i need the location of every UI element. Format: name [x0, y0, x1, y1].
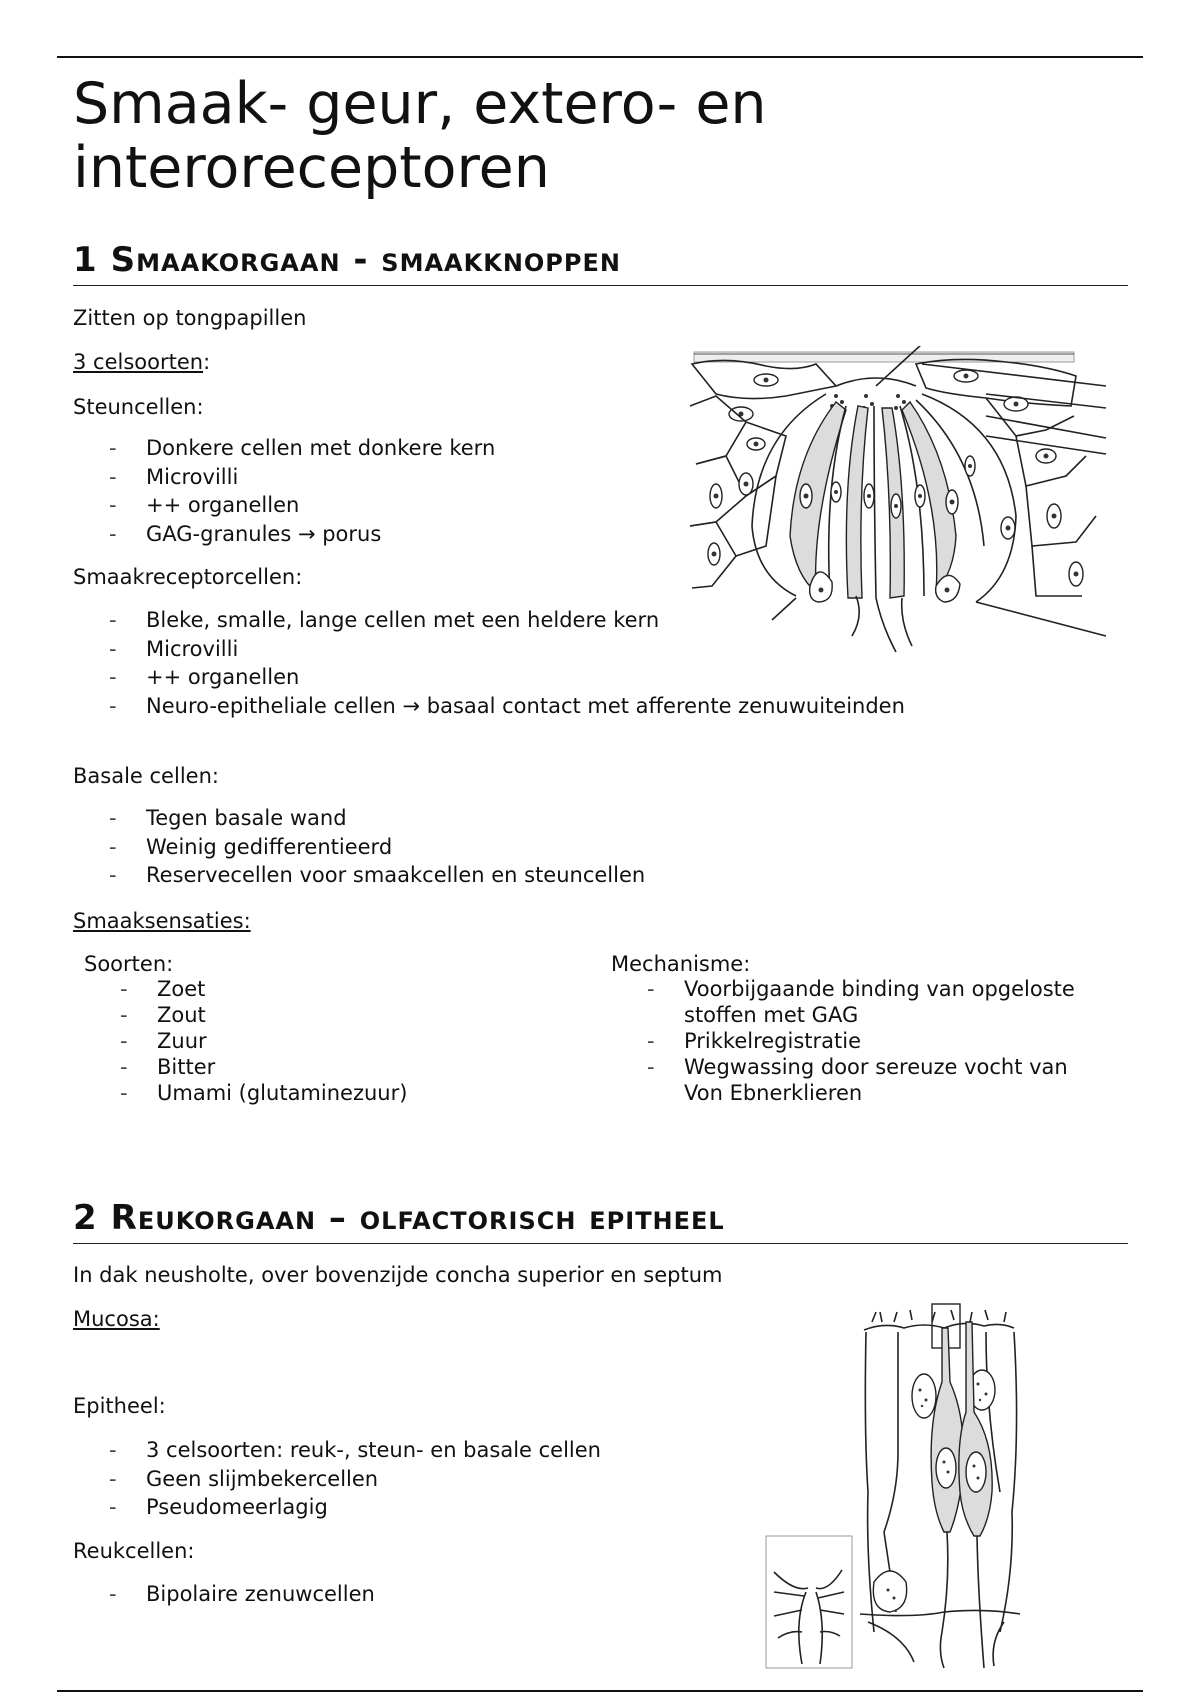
epitheel-label: Epitheel: [73, 1394, 166, 1418]
smaakreceptorcellen-label: Smaakreceptorcellen: [73, 565, 303, 589]
steuncellen-list [109, 434, 495, 548]
list-item: - Wegwassing door sereuze vocht van Von Ebnerklieren [647, 1054, 1107, 1106]
list-item: - ++ organellen [109, 491, 495, 520]
epitheel-list [109, 1436, 601, 1522]
list-item: - Microvilli [109, 463, 495, 492]
section-1-title: Smaakorgaan - smaakknoppen [110, 240, 621, 280]
mucosa-label: Mucosa: [73, 1307, 160, 1331]
reukcellen-label: Reukcellen: [73, 1539, 195, 1563]
section-1-heading [73, 240, 621, 280]
list-item: - ++ organellen [109, 663, 989, 692]
section-1-number: 1 [73, 240, 97, 280]
section-2-intro: In dak neusholte, over bovenzijde concha superior en septum [73, 1263, 723, 1287]
list-item: - Bitter [120, 1054, 407, 1080]
list-item: - Microvilli [109, 635, 989, 664]
mechanisme-label: Mechanisme: [611, 952, 751, 976]
steuncellen-label: Steuncellen: [73, 395, 204, 419]
soorten-list [120, 976, 407, 1106]
list-item: - Donkere cellen met donkere kern [109, 434, 495, 463]
list-item: - Voorbijgaande binding van opgeloste stoffen met GAG [647, 976, 1107, 1028]
list-item: - 3 celsoorten: reuk-, steun- en basale cellen [109, 1436, 601, 1465]
basale-cellen-label: Basale cellen: [73, 764, 219, 788]
list-item: - Reservecellen voor smaakcellen en steuncellen [109, 861, 645, 890]
reukcellen-list [109, 1580, 375, 1609]
section-1-underline [73, 285, 1128, 286]
list-item: - Zout [120, 1002, 407, 1028]
section-2-number: 2 [73, 1198, 97, 1238]
smaaksensaties-label: Smaaksensaties: [73, 909, 251, 933]
list-item: - Zuur [120, 1028, 407, 1054]
list-item: - Weinig gedifferentieerd [109, 833, 645, 862]
celsoorten-label-text: 3 celsoorten [73, 350, 204, 374]
section-2-underline [73, 1243, 1128, 1244]
mechanisme-list [647, 976, 1107, 1106]
celsoorten-label: 3 celsoorten: [73, 350, 211, 374]
taste-bud-illustration [686, 346, 1110, 656]
list-item: - Bipolaire zenuwcellen [109, 1580, 375, 1609]
list-item: - Zoet [120, 976, 407, 1002]
list-item: - GAG-granules → porus [109, 520, 495, 549]
section-1-intro: Zitten op tongpapillen [73, 306, 307, 330]
bottom-rule [57, 1690, 1143, 1692]
list-item: - Umami (glutaminezuur) [120, 1080, 407, 1106]
olfactory-epithelium-illustration [764, 1292, 1064, 1670]
list-item: - Bleke, smalle, lange cellen met een heldere kern [109, 606, 676, 635]
section-2-heading [73, 1198, 725, 1238]
section-2-title: Reukorgaan – olfactorisch epitheel [110, 1198, 725, 1238]
list-item: - Pseudomeerlagig [109, 1493, 601, 1522]
list-item: - Geen slijmbekercellen [109, 1465, 601, 1494]
list-item: - Tegen basale wand [109, 804, 645, 833]
soorten-label: Soorten: [84, 952, 174, 976]
top-rule [57, 56, 1143, 58]
page-title: Smaak- geur, extero- en interoreceptoren [73, 71, 767, 201]
list-item: - Neuro-epitheliale cellen → basaal contact met afferente zenuwuiteinden [109, 692, 989, 721]
basale-cellen-list [109, 804, 645, 890]
list-item: - Prikkelregistratie [647, 1028, 1107, 1054]
